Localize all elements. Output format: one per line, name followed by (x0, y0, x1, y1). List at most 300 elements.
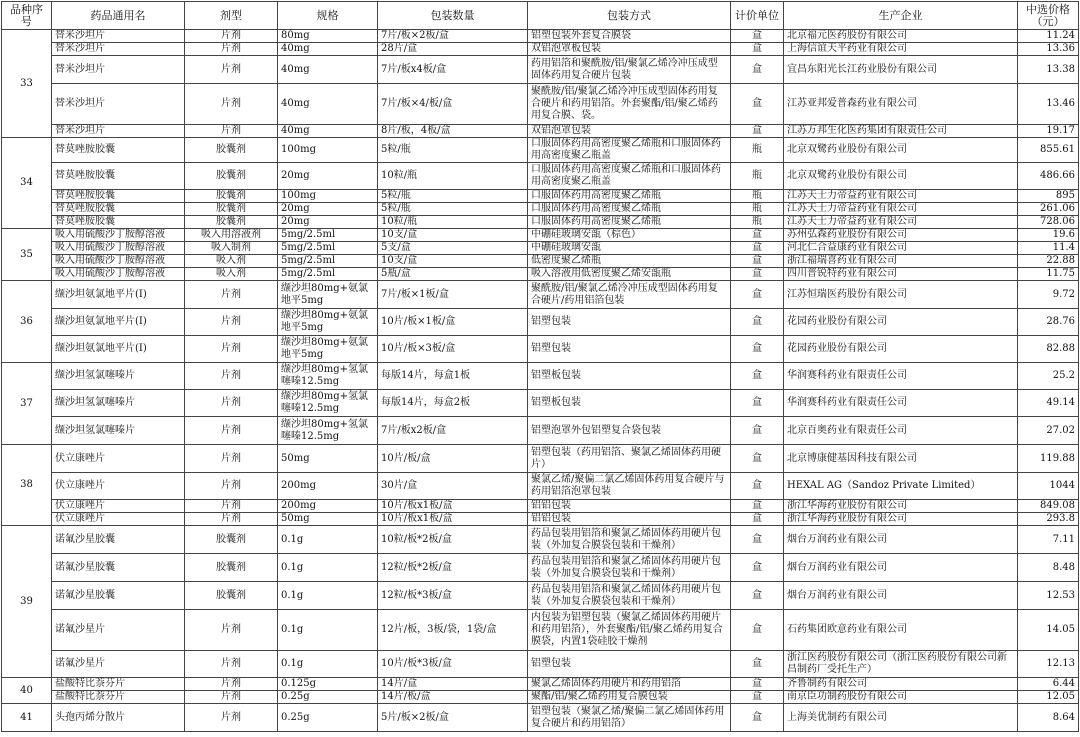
pack-method-cell: 铝塑包装（药用铝箔、聚氯乙烯固体药用硬片） (528, 445, 731, 473)
manufacturer-cell: 江苏恒瑞医药股份有限公司 (784, 281, 1018, 309)
variety-no-cell: 37 (2, 363, 52, 445)
manufacturer-cell: 浙江华海药业股份有限公司 (784, 500, 1018, 513)
unit-cell: 盒 (731, 473, 784, 500)
generic-name-cell: 伏立康唑片 (52, 500, 185, 513)
table-row (2, 30, 1079, 43)
unit-cell: 盒 (731, 651, 784, 678)
dosage-form-cell: 片剂 (185, 363, 278, 390)
generic-name-cell: 替莫唑胺胶囊 (52, 203, 185, 216)
pack-qty-cell: 5瓶/盒 (378, 268, 528, 281)
header-spec: 规格 (278, 2, 378, 30)
price-cell: 119.88 (1018, 445, 1079, 473)
price-cell: 11.75 (1018, 268, 1079, 281)
price-cell: 49.14 (1018, 390, 1079, 417)
variety-no-cell: 35 (2, 229, 52, 281)
pack-qty-cell: 7片/板x2板/盒 (378, 417, 528, 445)
dosage-form-cell: 片剂 (185, 309, 278, 336)
spec-cell: 缬沙坦80mg+氨氯地平5mg (278, 309, 378, 336)
pack-qty-cell: 10片/板×1板/盒 (378, 309, 528, 336)
spec-cell: 40mg (278, 84, 378, 125)
price-cell: 7.11 (1018, 526, 1079, 554)
pack-qty-cell: 8片/板，4板/盒 (378, 125, 528, 138)
dosage-form-cell: 片剂 (185, 678, 278, 691)
generic-name-cell: 缬沙坦氨氯地平片(Ⅰ) (52, 336, 185, 363)
pack-method-cell: 聚酰胺/铝/聚氯乙烯冷冲压成型固体药用复合硬片和药用铝箔。外套聚酯/铝/聚乙烯药用复合膜、袋。 (528, 84, 731, 125)
unit-cell: 盒 (731, 268, 784, 281)
table-row (2, 125, 1079, 138)
unit-cell: 瓶 (731, 203, 784, 216)
price-cell: 895 (1018, 190, 1079, 203)
manufacturer-cell: 烟台万润药业有限公司 (784, 582, 1018, 610)
spec-cell: 缬沙坦80mg+氨氯地平5mg (278, 281, 378, 309)
table-row (2, 500, 1079, 513)
price-cell: 13.46 (1018, 84, 1079, 125)
unit-cell: 瓶 (731, 190, 784, 203)
price-cell: 22.88 (1018, 255, 1079, 268)
pack-method-cell: 铝塑包装 (528, 651, 731, 678)
unit-cell: 盒 (731, 281, 784, 309)
table-row (2, 554, 1079, 582)
manufacturer-cell: 华润赛科药业有限责任公司 (784, 390, 1018, 417)
spec-cell: 200mg (278, 500, 378, 513)
generic-name-cell: 头孢丙烯分散片 (52, 704, 185, 732)
spec-cell: 0.25g (278, 704, 378, 732)
generic-name-cell: 吸入用硫酸沙丁胺醇溶液 (52, 229, 185, 242)
spec-cell: 40mg (278, 43, 378, 56)
pack-method-cell: 铝塑板包装 (528, 390, 731, 417)
pack-method-cell: 铝塑包装 (528, 336, 731, 363)
unit-cell: 盒 (731, 84, 784, 125)
pack-qty-cell: 7片/板×4/板/盒 (378, 84, 528, 125)
unit-cell: 盒 (731, 336, 784, 363)
spec-cell: 5mg/2.5ml (278, 229, 378, 242)
generic-name-cell: 缬沙坦氨氯地平片(Ⅰ) (52, 309, 185, 336)
table-row (2, 390, 1079, 417)
pack-method-cell: 双铝泡罩板包装 (528, 43, 731, 56)
spec-cell: 100mg (278, 138, 378, 163)
pack-qty-cell: 5粒/瓶 (378, 138, 528, 163)
pack-qty-cell: 10片/板×3板/盒 (378, 336, 528, 363)
unit-cell: 盒 (731, 691, 784, 704)
price-cell: 728.06 (1018, 216, 1079, 229)
manufacturer-cell: 江苏天士力帝益药业有限公司 (784, 203, 1018, 216)
pack-method-cell: 铝塑包装外套复合膜袋 (528, 30, 731, 43)
spec-cell: 50mg (278, 445, 378, 473)
pack-method-cell: 铝塑板包装 (528, 363, 731, 390)
price-cell: 27.02 (1018, 417, 1079, 445)
pack-method-cell: 口服固体药用高密度聚乙烯瓶和口服固体药用高密度聚乙瓶盖 (528, 163, 731, 190)
dosage-form-cell: 胶囊剂 (185, 526, 278, 554)
pack-method-cell: 中硼硅玻璃安瓿（棕色） (528, 229, 731, 242)
spec-cell: 20mg (278, 163, 378, 190)
generic-name-cell: 缬沙坦氢氯噻嗪片 (52, 390, 185, 417)
unit-cell: 盒 (731, 500, 784, 513)
spec-cell: 0.25g (278, 691, 378, 704)
spec-cell: 40mg (278, 125, 378, 138)
pack-qty-cell: 10支/盒 (378, 255, 528, 268)
manufacturer-cell: 华润赛科药业有限责任公司 (784, 363, 1018, 390)
pack-method-cell: 双铝泡罩包装 (528, 125, 731, 138)
table-row (2, 582, 1079, 610)
generic-name-cell: 吸入用硫酸沙丁胺醇溶液 (52, 255, 185, 268)
header-row (2, 2, 1079, 30)
pack-qty-cell: 7片/板×1板/盒 (378, 281, 528, 309)
spec-cell: 5mg/2.5ml (278, 242, 378, 255)
table-row (2, 610, 1079, 651)
manufacturer-cell: 北京福元医药股份有限公司 (784, 30, 1018, 43)
price-cell: 1044 (1018, 473, 1079, 500)
generic-name-cell: 替米沙坦片 (52, 30, 185, 43)
pack-method-cell: 内包装为铝塑包装（聚氯乙烯固体药用硬片和药用铝箔），外套聚酯/铝/聚乙烯药用复合膜袋，内置1袋硅胶干燥剂 (528, 610, 731, 651)
manufacturer-cell: 花园药业股份有限公司 (784, 309, 1018, 336)
header-manufacturer: 生产企业 (784, 2, 1018, 30)
variety-no-cell: 41 (2, 704, 52, 732)
manufacturer-cell: 北京双鹭药业股份有限公司 (784, 138, 1018, 163)
generic-name-cell: 诺氟沙星胶囊 (52, 582, 185, 610)
pack-qty-cell: 10片/板*3板/盒 (378, 651, 528, 678)
manufacturer-cell: 浙江医药股份有限公司（浙江医药股份有限公司新昌制药厂受托生产） (784, 651, 1018, 678)
pack-qty-cell: 7片/板×2板/盒 (378, 30, 528, 43)
price-cell: 855.61 (1018, 138, 1079, 163)
pack-qty-cell: 5粒/瓶 (378, 203, 528, 216)
price-cell: 12.53 (1018, 582, 1079, 610)
table-row (2, 336, 1079, 363)
generic-name-cell: 替米沙坦片 (52, 43, 185, 56)
price-cell: 9.72 (1018, 281, 1079, 309)
variety-no-cell: 39 (2, 526, 52, 678)
table-row (2, 281, 1079, 309)
unit-cell: 瓶 (731, 138, 784, 163)
table-body (2, 30, 1079, 732)
price-cell: 14.05 (1018, 610, 1079, 651)
header-generic-name: 药品通用名 (52, 2, 185, 30)
variety-no-cell: 36 (2, 281, 52, 363)
price-cell: 12.13 (1018, 651, 1079, 678)
pack-method-cell: 药品包装用铝箔和聚氯乙烯固体药用硬片包装（外加复合膜袋包装和干燥剂） (528, 526, 731, 554)
pack-qty-cell: 30片/盒 (378, 473, 528, 500)
pack-qty-cell: 5粒/瓶 (378, 190, 528, 203)
table-row (2, 268, 1079, 281)
table-row (2, 651, 1079, 678)
price-cell: 293.8 (1018, 513, 1079, 526)
price-cell: 12.05 (1018, 691, 1079, 704)
pack-method-cell: 吸入溶液用低密度聚乙烯安瓿瓶 (528, 268, 731, 281)
pack-qty-cell: 10片/板x1板/盒 (378, 500, 528, 513)
manufacturer-cell: 花园药业股份有限公司 (784, 336, 1018, 363)
unit-cell: 盒 (731, 309, 784, 336)
spec-cell: 5mg/2.5ml (278, 268, 378, 281)
variety-no-cell: 34 (2, 138, 52, 229)
manufacturer-cell: 上海美优制药有限公司 (784, 704, 1018, 732)
spec-cell: 100mg (278, 190, 378, 203)
dosage-form-cell: 片剂 (185, 500, 278, 513)
price-cell: 261.06 (1018, 203, 1079, 216)
dosage-form-cell: 片剂 (185, 281, 278, 309)
table-row (2, 229, 1079, 242)
pack-method-cell: 聚氯乙烯固体药用硬片和药用铝箔 (528, 678, 731, 691)
generic-name-cell: 缬沙坦氢氯噻嗪片 (52, 417, 185, 445)
table-row (2, 704, 1079, 732)
manufacturer-cell: 烟台万润药业有限公司 (784, 526, 1018, 554)
table-row (2, 363, 1079, 390)
pack-qty-cell: 每版14片，每盒2板 (378, 390, 528, 417)
unit-cell: 盒 (731, 125, 784, 138)
pack-qty-cell: 14片/盒 (378, 678, 528, 691)
table-row (2, 691, 1079, 704)
generic-name-cell: 替莫唑胺胶囊 (52, 216, 185, 229)
manufacturer-cell: 北京百奥药业有限责任公司 (784, 417, 1018, 445)
pack-method-cell: 药品包装用铝箔和聚氯乙烯固体药用硬片包装（外加复合膜袋包装和干燥剂） (528, 582, 731, 610)
generic-name-cell: 替米沙坦片 (52, 125, 185, 138)
pack-method-cell: 口服固体药用高密度聚乙烯瓶 (528, 203, 731, 216)
table-row (2, 84, 1079, 125)
pack-qty-cell: 7片/板x4板/盒 (378, 56, 528, 84)
generic-name-cell: 诺氟沙星胶囊 (52, 526, 185, 554)
unit-cell: 瓶 (731, 163, 784, 190)
price-cell: 6.44 (1018, 678, 1079, 691)
price-cell: 849.08 (1018, 500, 1079, 513)
spec-cell: 50mg (278, 513, 378, 526)
generic-name-cell: 诺氟沙星片 (52, 651, 185, 678)
spec-cell: 200mg (278, 473, 378, 500)
spec-cell: 缬沙坦80mg+氢氯噻嗪12.5mg (278, 390, 378, 417)
manufacturer-cell: 宜昌东阳光长江药业股份有限公司 (784, 56, 1018, 84)
manufacturer-cell: 苏州弘森药业股份有限公司 (784, 229, 1018, 242)
unit-cell: 盒 (731, 390, 784, 417)
pack-method-cell: 铝铝包装 (528, 513, 731, 526)
generic-name-cell: 替莫唑胺胶囊 (52, 190, 185, 203)
generic-name-cell: 替米沙坦片 (52, 84, 185, 125)
header-dosage-form: 剂型 (185, 2, 278, 30)
price-cell: 28.76 (1018, 309, 1079, 336)
unit-cell: 盒 (731, 242, 784, 255)
manufacturer-cell: 江苏天士力帝益药业有限公司 (784, 216, 1018, 229)
pack-qty-cell: 10片/板/盒 (378, 445, 528, 473)
table-row (2, 242, 1079, 255)
generic-name-cell: 缬沙坦氢氯噻嗪片 (52, 363, 185, 390)
unit-cell: 盒 (731, 513, 784, 526)
pack-method-cell: 低密度聚乙烯瓶 (528, 255, 731, 268)
spec-cell: 0.1g (278, 526, 378, 554)
unit-cell: 盒 (731, 554, 784, 582)
pack-qty-cell: 10粒/瓶 (378, 216, 528, 229)
variety-no-cell: 38 (2, 445, 52, 526)
spec-cell: 0.1g (278, 582, 378, 610)
manufacturer-cell: 浙江福瑞喜药业有限公司 (784, 255, 1018, 268)
pack-method-cell: 铝铝包装 (528, 500, 731, 513)
price-cell: 8.64 (1018, 704, 1079, 732)
header-unit: 计价单位 (731, 2, 784, 30)
pack-method-cell: 药品包装用铝箔和聚氯乙烯固体药用硬片包装（外加复合膜袋包装和干燥剂） (528, 554, 731, 582)
pack-method-cell: 口服固体药用高密度聚乙烯瓶和口服固体药用高密度聚乙瓶盖 (528, 138, 731, 163)
dosage-form-cell: 片剂 (185, 513, 278, 526)
dosage-form-cell: 胶囊剂 (185, 582, 278, 610)
table-row (2, 56, 1079, 84)
spec-cell: 80mg (278, 30, 378, 43)
pack-qty-cell: 12粒/板*3板/盒 (378, 582, 528, 610)
pack-qty-cell: 12粒/板*2板/盒 (378, 554, 528, 582)
table-row (2, 445, 1079, 473)
spec-cell: 缬沙坦80mg+氨氯地平5mg (278, 336, 378, 363)
table-row (2, 163, 1079, 190)
spec-cell: 0.1g (278, 610, 378, 651)
generic-name-cell: 替米沙坦片 (52, 56, 185, 84)
dosage-form-cell: 片剂 (185, 473, 278, 500)
dosage-form-cell: 片剂 (185, 336, 278, 363)
manufacturer-cell: 四川普锐特药业有限公司 (784, 268, 1018, 281)
dosage-form-cell: 片剂 (185, 390, 278, 417)
unit-cell: 盒 (731, 255, 784, 268)
unit-cell: 盒 (731, 704, 784, 732)
pack-qty-cell: 10粒/板*2板/盒 (378, 526, 528, 554)
manufacturer-cell: 江苏天士力帝益药业有限公司 (784, 190, 1018, 203)
spec-cell: 缬沙坦80mg+氢氯噻嗪12.5mg (278, 363, 378, 390)
pack-qty-cell: 5支/盒 (378, 242, 528, 255)
generic-name-cell: 缬沙坦氨氯地平片(Ⅰ) (52, 281, 185, 309)
unit-cell: 盒 (731, 229, 784, 242)
dosage-form-cell: 胶囊剂 (185, 190, 278, 203)
pack-method-cell: 口服固体药用高密度聚乙烯瓶 (528, 190, 731, 203)
pack-method-cell: 铝塑泡罩外包铝塑复合袋包装 (528, 417, 731, 445)
table-row (2, 309, 1079, 336)
dosage-form-cell: 吸入制剂 (185, 242, 278, 255)
generic-name-cell: 替莫唑胺胶囊 (52, 138, 185, 163)
generic-name-cell: 伏立康唑片 (52, 473, 185, 500)
pack-method-cell: 聚酯/铝/聚乙烯药用复合膜包装 (528, 691, 731, 704)
pack-qty-cell: 每版14片，每盒1板 (378, 363, 528, 390)
drug-price-table (1, 1, 1079, 732)
header-variety-no: 品种序号 (2, 2, 52, 30)
unit-cell: 盒 (731, 582, 784, 610)
spec-cell: 缬沙坦80mg+氢氯噻嗪12.5mg (278, 417, 378, 445)
spec-cell: 0.125g (278, 678, 378, 691)
spec-cell: 20mg (278, 216, 378, 229)
manufacturer-cell: 河北仁合益康药业有限公司 (784, 242, 1018, 255)
unit-cell: 盒 (731, 526, 784, 554)
manufacturer-cell: 北京双鹭药业股份有限公司 (784, 163, 1018, 190)
unit-cell: 瓶 (731, 216, 784, 229)
table-row (2, 513, 1079, 526)
pack-qty-cell: 12片/板，3板/袋，1袋/盒 (378, 610, 528, 651)
dosage-form-cell: 吸入剂 (185, 268, 278, 281)
dosage-form-cell: 片剂 (185, 417, 278, 445)
dosage-form-cell: 片剂 (185, 651, 278, 678)
spec-cell: 0.1g (278, 651, 378, 678)
generic-name-cell: 诺氟沙星片 (52, 610, 185, 651)
table-row (2, 417, 1079, 445)
dosage-form-cell: 片剂 (185, 125, 278, 138)
header-pack-qty: 包装数量 (378, 2, 528, 30)
pack-method-cell: 聚氯乙烯/聚偏二氯乙烯固体药用复合硬片与药用铝箔泡罩包装 (528, 473, 731, 500)
unit-cell: 盒 (731, 678, 784, 691)
dosage-form-cell: 片剂 (185, 610, 278, 651)
spec-cell: 20mg (278, 203, 378, 216)
spec-cell: 40mg (278, 56, 378, 84)
table-row (2, 526, 1079, 554)
variety-no-cell: 33 (2, 30, 52, 138)
spec-cell: 0.1g (278, 554, 378, 582)
dosage-form-cell: 胶囊剂 (185, 163, 278, 190)
pack-qty-cell: 10粒/瓶 (378, 163, 528, 190)
dosage-form-cell: 片剂 (185, 445, 278, 473)
dosage-form-cell: 吸入用溶液剂 (185, 229, 278, 242)
unit-cell: 盒 (731, 30, 784, 43)
pack-method-cell: 铝塑包装（聚氯乙烯/聚偏二氯乙烯固体药用复合硬片和药用铝箔） (528, 704, 731, 732)
manufacturer-cell: 石药集团欧意药业有限公司 (784, 610, 1018, 651)
table-row (2, 203, 1079, 216)
price-cell: 82.88 (1018, 336, 1079, 363)
table-row (2, 216, 1079, 229)
price-cell: 11.24 (1018, 30, 1079, 43)
dosage-form-cell: 胶囊剂 (185, 138, 278, 163)
variety-no-cell: 40 (2, 678, 52, 704)
manufacturer-cell: 北京博康健基因科技有限公司 (784, 445, 1018, 473)
price-cell: 11.4 (1018, 242, 1079, 255)
manufacturer-cell: 江苏万邦生化医药集团有限责任公司 (784, 125, 1018, 138)
table-row (2, 138, 1079, 163)
price-cell: 486.66 (1018, 163, 1079, 190)
price-cell: 19.17 (1018, 125, 1079, 138)
pack-qty-cell: 10支/盒 (378, 229, 528, 242)
pack-method-cell: 口服固体药用高密度聚乙烯瓶 (528, 216, 731, 229)
pack-method-cell: 中硼硅玻璃安瓿 (528, 242, 731, 255)
unit-cell: 盒 (731, 43, 784, 56)
unit-cell: 盒 (731, 56, 784, 84)
manufacturer-cell: 浙江华海药业股份有限公司 (784, 513, 1018, 526)
manufacturer-cell: 烟台万润药业有限公司 (784, 554, 1018, 582)
generic-name-cell: 吸入用硫酸沙丁胺醇溶液 (52, 268, 185, 281)
price-cell: 19.6 (1018, 229, 1079, 242)
dosage-form-cell: 胶囊剂 (185, 216, 278, 229)
price-cell: 13.36 (1018, 43, 1079, 56)
dosage-form-cell: 片剂 (185, 43, 278, 56)
unit-cell: 盒 (731, 610, 784, 651)
dosage-form-cell: 吸入剂 (185, 255, 278, 268)
table-row (2, 473, 1079, 500)
dosage-form-cell: 片剂 (185, 84, 278, 125)
pack-qty-cell: 28片/盒 (378, 43, 528, 56)
price-cell: 8.48 (1018, 554, 1079, 582)
price-cell: 25.2 (1018, 363, 1079, 390)
pack-qty-cell: 10片/板x1板/盒 (378, 513, 528, 526)
table-row (2, 43, 1079, 56)
generic-name-cell: 诺氟沙星胶囊 (52, 554, 185, 582)
dosage-form-cell: 片剂 (185, 704, 278, 732)
dosage-form-cell: 片剂 (185, 56, 278, 84)
spec-cell: 5mg/2.5ml (278, 255, 378, 268)
manufacturer-cell: 齐鲁制药有限公司 (784, 678, 1018, 691)
table-row (2, 190, 1079, 203)
pack-method-cell: 药用铝箔和聚酰胺/铝/聚氯乙烯冷冲压成型固体药用复合硬片包装 (528, 56, 731, 84)
generic-name-cell: 盐酸特比萘芬片 (52, 691, 185, 704)
unit-cell: 盒 (731, 417, 784, 445)
generic-name-cell: 伏立康唑片 (52, 445, 185, 473)
generic-name-cell: 伏立康唑片 (52, 513, 185, 526)
table-row (2, 255, 1079, 268)
pack-qty-cell: 5片/板×2板/盒 (378, 704, 528, 732)
dosage-form-cell: 胶囊剂 (185, 203, 278, 216)
generic-name-cell: 吸入用硫酸沙丁胺醇溶液 (52, 242, 185, 255)
header-pack-method: 包装方式 (528, 2, 731, 30)
manufacturer-cell: 上海信谊天平药业有限公司 (784, 43, 1018, 56)
manufacturer-cell: HEXAL AG（Sandoz Private Limited） (784, 473, 1018, 500)
pack-qty-cell: 14片/板/盒 (378, 691, 528, 704)
price-cell: 13.38 (1018, 56, 1079, 84)
pack-method-cell: 聚酰胺/铝/聚氯乙烯冷冲压成型固体药用复合硬片/药用铝箔包装 (528, 281, 731, 309)
pack-method-cell: 铝塑包装 (528, 309, 731, 336)
manufacturer-cell: 南京臣功制药股份有限公司 (784, 691, 1018, 704)
dosage-form-cell: 胶囊剂 (185, 554, 278, 582)
